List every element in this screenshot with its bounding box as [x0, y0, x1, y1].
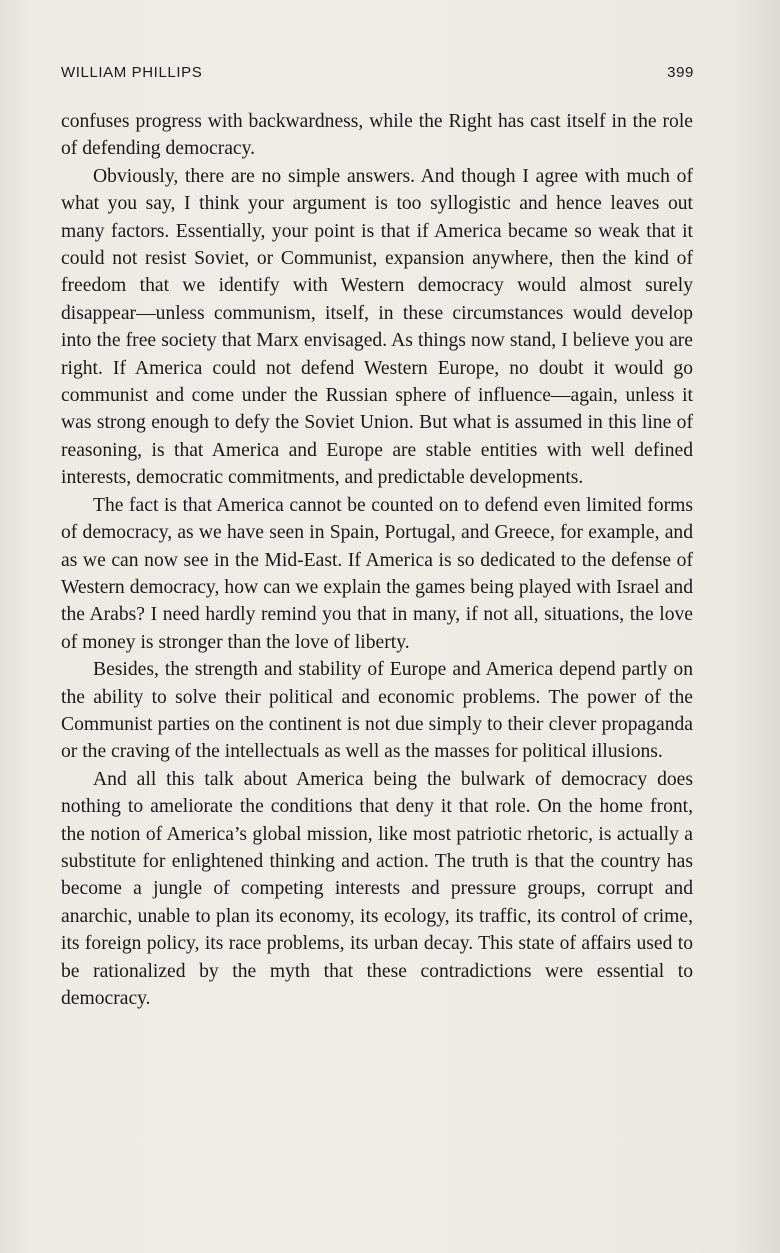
- running-head: [61, 60, 694, 84]
- paragraph: The fact is that America cannot be counted on to defend even limited forms of democracy, as we have seen in Spain, Portugal, and Greece, for example, and as we can now see in the Mid-East. If America is so dedicated to the defense of Western democracy, how can we explain the games being played with Israel and the Arabs? I need hardly remind you that in many, if not all, situations, the love of money is stronger than the love of liberty.: [61, 494, 693, 653]
- paragraph: And all this talk about America being the bulwark of democracy does nothing to ameliorate the conditions that deny it that role. On the home front, the notion of America’s global mission, like most patriotic rhetoric, is actually a substitute for enlightened thinking and action. The truth is that the country has become a jungle of competing interests and pressure groups, corrupt and anarchic, unable to plan its economy, its ecology, its traffic, its control of crime, its foreign policy, its race problems, its urban decay. This state of affairs used to be rationalized by the myth that these contradictions were essential to democracy.: [61, 768, 693, 1009]
- author-name: WILLIAM PHILLIPS: [61, 63, 203, 81]
- paragraph: confuses progress with backwardness, while the Right has cast itself in the role of defending democracy.: [61, 111, 693, 160]
- paragraph: Obviously, there are no simple answers. And though I agree with much of what you say, I think your argument is too syllogistic and hence leaves out many factors. Essentially, your point is that if America became so weak that it could not resist Soviet, or Communist, expansion anywhere, then the kind of freedom that we identify with Western democracy would almost surely disappear—unless communism, itself, in these circumstances would develop into the free society that Marx envisaged. As things now stand, I believe you are right. If America could not defend Western Europe, no doubt it would go communist and come under the Russian sphere of influence—again, unless it was strong enough to defy the Soviet Union. But what is assumed in this line of reasoning, is that America and Europe are stable entities with well defined interests, democratic commitments, and predictable developments.: [61, 165, 693, 489]
- body-text: [61, 108, 693, 1012]
- page-number: 399: [667, 63, 694, 81]
- paragraph: Besides, the strength and stability of Europe and America depend partly on the ability to solve their political and economic problems. The power of the Communist parties on the continent is not due simply to their clever propaganda or the craving of the intellectuals as well as the masses for political illusions.: [61, 659, 693, 763]
